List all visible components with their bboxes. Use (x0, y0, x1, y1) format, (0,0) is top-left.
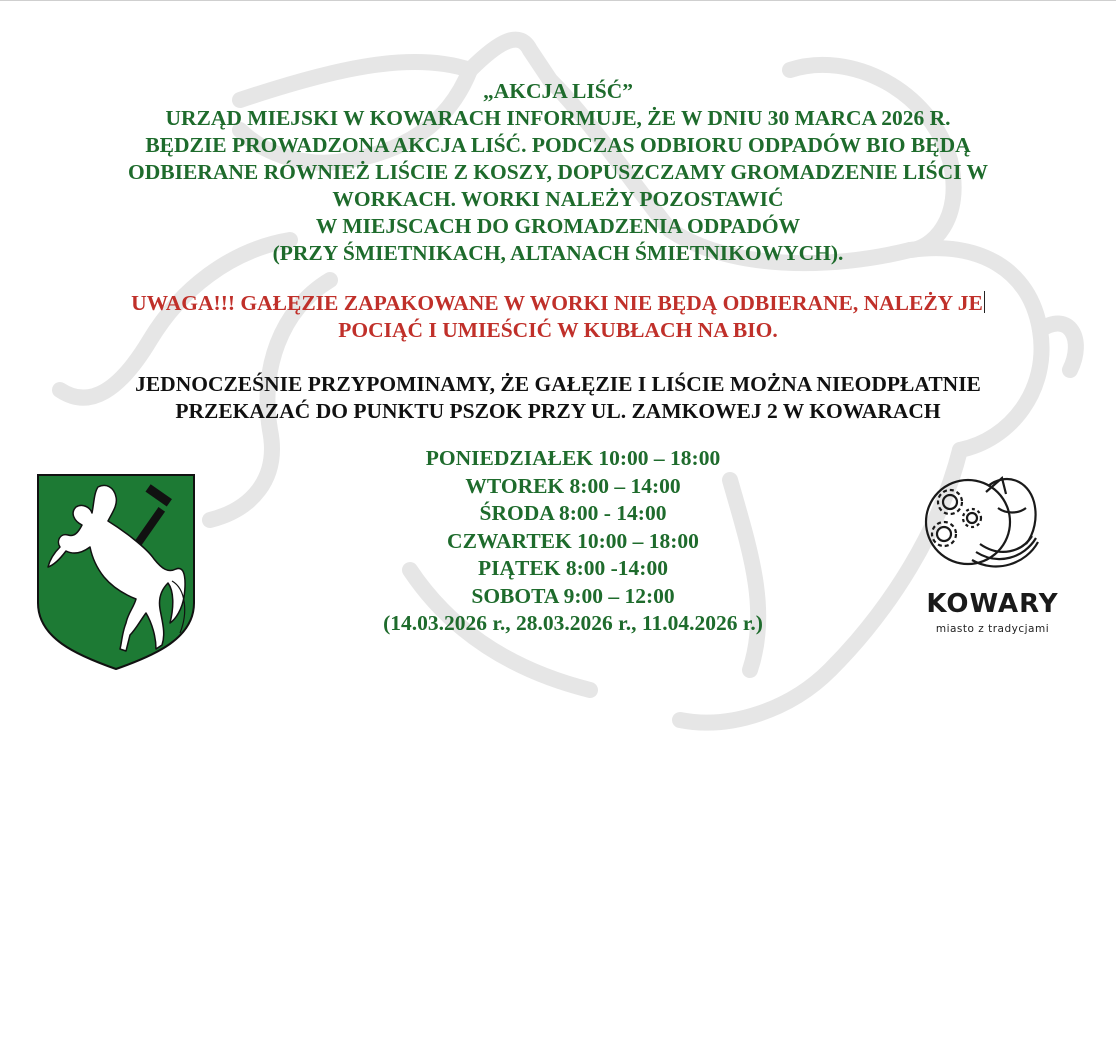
saturday-dates: (14.03.2026 r., 28.03.2026 r., 11.04.2026 r.) (383, 611, 763, 635)
hours-line: ŚRODA 8:00 - 14:00 (479, 501, 667, 525)
info-line: URZĄD MIEJSKI W KOWARACH INFORMUJE, ŻE W DNIU 30 MARCA 2026 R. (165, 106, 951, 130)
kowary-logo (910, 472, 1075, 642)
top-border (0, 0, 1116, 1)
warning-line: POCIĄĆ I UMIEŚCIĆ W KUBŁACH NA BIO. (338, 318, 778, 342)
kowary-logo-icon (910, 472, 1075, 582)
warning-line: UWAGA!!! GAŁĘZIE ZAPAKOWANE W WORKI NIE BĘDĄ ODBIERANE, NALEŻY JE (131, 291, 983, 315)
hours-line: PIĄTEK 8:00 -14:00 (478, 556, 668, 580)
info-line: WORKACH. WORKI NALEŻY POZOSTAWIĆ (332, 187, 784, 211)
kowary-wordmark: KOWARY (926, 589, 1059, 619)
reminder-line: PRZEKAZAĆ DO PUNKTU PSZOK PRZY UL. ZAMKOWEJ 2 W KOWARACH (175, 399, 941, 423)
notice-info-block (0, 78, 1116, 267)
info-line: (PRZY ŚMIETNIKACH, ALTANACH ŚMIETNIKOWYCH). (272, 241, 844, 265)
kowary-tagline: miasto z tradycjami (935, 623, 1050, 635)
hours-line: WTOREK 8:00 – 14:00 (465, 473, 681, 498)
hours-line: CZWARTEK 10:00 – 18:00 (447, 528, 699, 553)
text-cursor (984, 291, 985, 313)
info-line: BĘDZIE PROWADZONA AKCJA LIŚĆ. PODCZAS ODBIORU ODPADÓW BIO BĘDĄ (145, 133, 971, 157)
notice-title: „AKCJA LIŚĆ” (483, 79, 633, 103)
info-line: W MIEJSCACH DO GROMADZENIA ODPADÓW (315, 214, 801, 238)
hours-line: SOBOTA 9:00 – 12:00 (471, 583, 675, 608)
info-line: ODBIERANE RÓWNIEŻ LIŚCIE Z KOSZY, DOPUSZCZAMY GROMADZENIE LIŚCI W (128, 160, 988, 184)
coat-of-arms-icon (36, 473, 196, 671)
hours-line: PONIEDZIAŁEK 10:00 – 18:00 (425, 446, 721, 470)
warning-block (0, 290, 1116, 344)
reminder-line: JEDNOCZEŚNIE PRZYPOMINAMY, ŻE GAŁĘZIE I LIŚCIE MOŻNA NIEODPŁATNIE (135, 372, 981, 396)
warning-line-wrap (0, 290, 1116, 317)
reminder-block (0, 371, 1116, 425)
